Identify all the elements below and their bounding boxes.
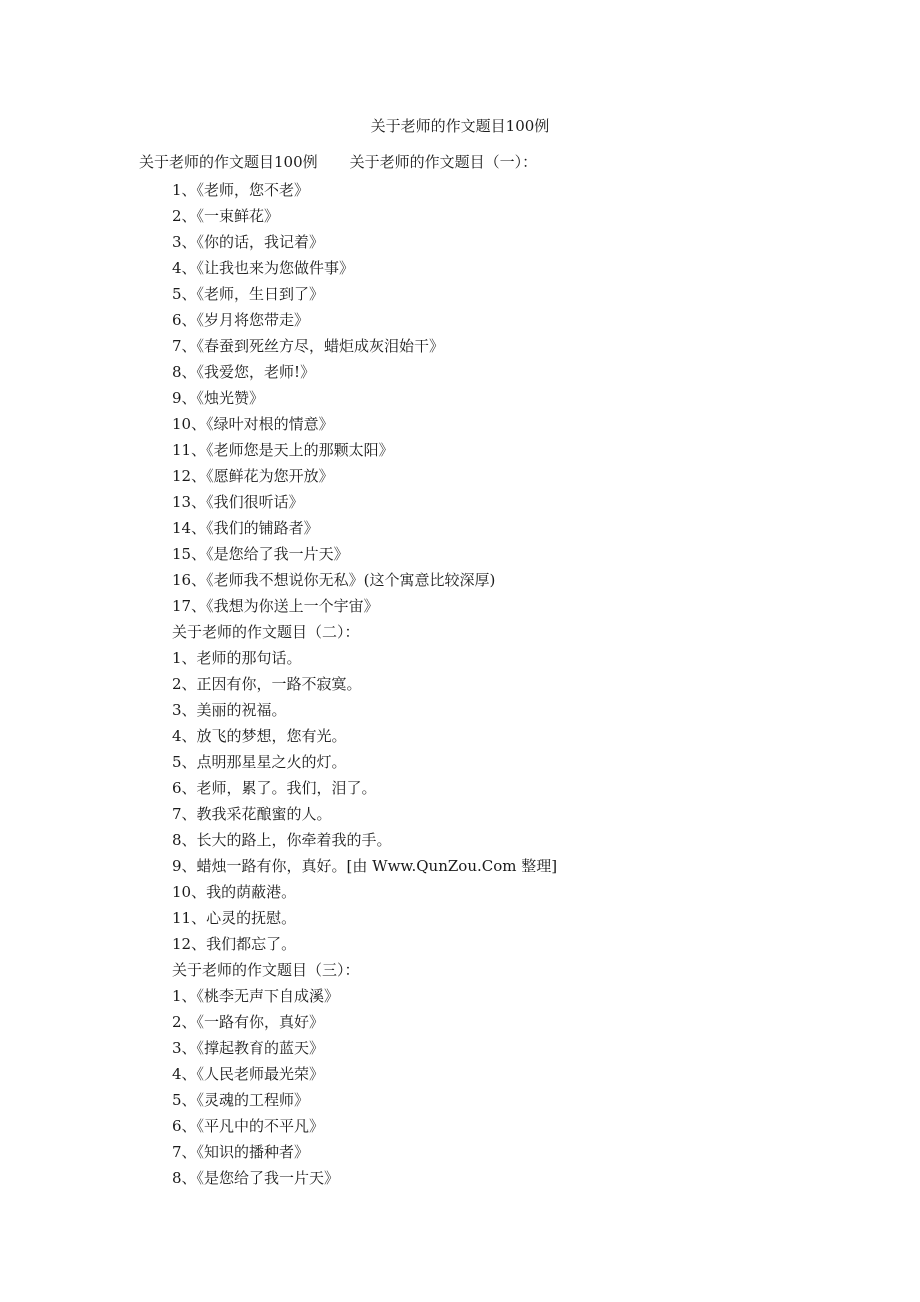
list-item: 7、《知识的播种者》 [172,1143,310,1161]
list-item: 12、《愿鲜花为您开放》 [172,467,334,485]
list-item: 10、《绿叶对根的情意》 [172,415,334,433]
section-one-heading: 关于老师的作文题目（一）： [349,153,538,171]
list-item: 15、《是您给了我一片天》 [172,545,349,563]
list-item: 1、《桃李无声下自成溪》 [172,987,340,1005]
list-item: 16、《老师我不想说你无私》(这个寓意比较深厚) [172,571,496,589]
list-item: 9、《烛光赞》 [172,389,265,407]
list-item: 3、《撑起教育的蓝天》 [172,1039,325,1057]
list-item: 2、正因有你，一路不寂寞。 [172,675,362,693]
list-item: 13、《我们很听话》 [172,493,304,511]
list-item: 2、《一束鲜花》 [172,207,280,225]
list-item: 1、老师的那句话。 [172,649,302,667]
section-two-heading: 关于老师的作文题目（二）： [172,623,360,641]
list-item: 12、我们都忘了。 [172,935,297,953]
document-title: 关于老师的作文题目100例 [370,117,550,135]
list-item: 5、《老师，生日到了》 [172,285,325,303]
list-item: 7、教我采花酿蜜的人。 [172,805,332,823]
list-item: 6、《平凡中的不平凡》 [172,1117,325,1135]
list-item: 6、《岁月将您带走》 [172,311,310,329]
intro-title-text: 关于老师的作文题目100例 [139,153,318,171]
list-item: 4、放飞的梦想，您有光。 [172,727,347,745]
list-item: 5、点明那星星之火的灯。 [172,753,347,771]
list-item: 9、蜡烛一路有你，真好。[由 Www.QunZou.Com 整理] [172,857,558,875]
list-item: 4、《让我也来为您做件事》 [172,259,355,277]
list-item: 6、老师，累了。我们，泪了。 [172,779,377,797]
intro-line [139,152,537,172]
list-item: 8、长大的路上，你牵着我的手。 [172,831,392,849]
topic-list [172,180,557,1194]
list-item: 3、《你的话，我记着》 [172,233,325,251]
list-item: 17、《我想为你送上一个宇宙》 [172,597,379,615]
list-item: 14、《我们的铺路者》 [172,519,319,537]
list-item: 3、美丽的祝福。 [172,701,287,719]
list-item: 5、《灵魂的工程师》 [172,1091,310,1109]
list-item: 8、《我爱您，老师!》 [172,363,316,381]
list-item: 4、《人民老师最光荣》 [172,1065,325,1083]
list-item: 11、《老师您是天上的那颗太阳》 [172,441,394,459]
list-item: 1、《老师，您不老》 [172,181,310,199]
list-item: 2、《一路有你，真好》 [172,1013,325,1031]
section-three-heading: 关于老师的作文题目（三）： [172,961,360,979]
list-item: 10、我的荫蔽港。 [172,883,297,901]
list-item: 7、《春蚕到死丝方尽，蜡炬成灰泪始干》 [172,337,445,355]
list-item: 8、《是您给了我一片天》 [172,1169,340,1187]
list-item: 11、心灵的抚慰。 [172,909,297,927]
